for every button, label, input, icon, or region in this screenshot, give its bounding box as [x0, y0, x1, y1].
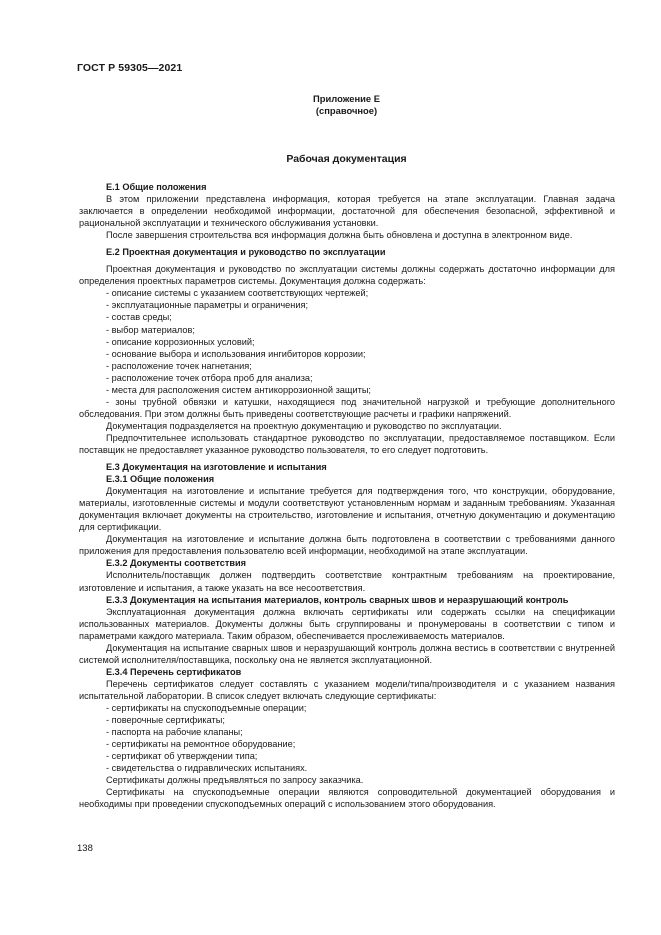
- section-heading-e1: Е.1 Общие положения: [106, 182, 207, 192]
- section-heading-e2: Е.2 Проектная документация и руководство по эксплуатации: [106, 247, 386, 258]
- list-item: - сертификаты на спускоподъемные операции;: [106, 702, 615, 714]
- appendix-note: (справочное): [315, 105, 378, 116]
- page-title: Рабочая документация: [286, 153, 407, 165]
- appendix-heading: [0, 93, 661, 117]
- subsection-heading-e3-4: Е.3.4 Перечень сертификатов: [106, 666, 242, 677]
- list-item: - паспорта на рабочие клапаны;: [106, 726, 615, 738]
- documentation-contents-list: [79, 287, 615, 395]
- paragraph: После завершения строительства вся информация должна быть обновлена и доступна в электронном виде.: [106, 230, 573, 241]
- paragraph: Проектная документация и руководство по эксплуатации системы должны содержать достаточно информации для определения проектных параметров системы. Документация должна содержать:: [79, 264, 615, 287]
- list-item: - эксплуатационные параметры и ограничения;: [106, 299, 615, 311]
- list-item: - свидетельства о гидравлических испытаниях.: [106, 762, 615, 774]
- page-number: 138: [77, 843, 93, 854]
- paragraph: Сертификаты должны предъявляться по запросу заказчика.: [106, 775, 364, 786]
- paragraph: Исполнитель/поставщик должен подтвердить соответствие контрактным требованиям на проектирование, изготовление и испытания, а также указать на все несоответствия.: [79, 570, 615, 593]
- paragraph: Документация на изготовление и испытание требуется для подтверждения того, что конструкции, оборудование, материалы, изготовленные системы и модули соответствуют установленным нормам и заданным требованиям. Указанная документация включает документы на строительство, изготовление и испытания, отчетную документацию и документацию для сертификации.: [79, 486, 615, 533]
- list-item: - выбор материалов;: [106, 324, 615, 336]
- paragraph: Документация на изготовление и испытание должна быть подготовлена в соответствии с требованиями данного приложения для предоставления пользователю всей информации, необходимой на этапе эксплуатации.: [79, 534, 615, 557]
- list-item-text: зоны трубной обвязки и катушки, находящиеся под значительной нагрузкой и требующие дополнительного обследования. При этом должны быть приведены соответствующие расчеты и графики напряжений.: [79, 396, 615, 419]
- list-item: - описание коррозионных условий;: [106, 336, 615, 348]
- section-heading-e3: Е.3 Документация на изготовление и испытания: [106, 462, 327, 473]
- paragraph: Документация подразделяется на проектную документацию и руководство по эксплуатации.: [106, 420, 502, 431]
- list-item: - расположение точек отбора проб для анализа;: [106, 372, 615, 384]
- list-item: - состав среды;: [106, 311, 615, 323]
- subsection-heading-e3-2: Е.3.2 Документы соответствия: [106, 558, 246, 569]
- list-item: - основание выбора и использования ингибиторов коррозии;: [106, 348, 615, 360]
- paragraph: Перечень сертификатов следует составлять с указанием модели/типа/производителя и с указанием названия испытательной лаборатории. В список следует включать следующие сертификаты:: [79, 678, 615, 701]
- paragraph: Сертификаты на спускоподъемные операции являются сопроводительной документацией оборудования и необходимы при проведении спускоподъемных операций с использованием этого оборудования.: [79, 787, 615, 810]
- list-item: - поверочные сертификаты;: [106, 714, 615, 726]
- subsection-heading-e3-1: Е.3.1 Общие положения: [106, 474, 215, 485]
- list-item: - расположение точек нагнетания;: [106, 360, 615, 372]
- paragraph: Предпочтительнее использовать стандартное руководство по эксплуатации, предоставляемое поставщиком. Если поставщик не предоставляет указанное руководство пользователя, то его следует подготовить.: [79, 432, 615, 455]
- dash-marker: -: [106, 396, 116, 407]
- certificates-list: [79, 702, 615, 774]
- paragraph: Эксплуатационная документация должна включать сертификаты или содержать ссылки на спецификации использованных материалов. Документы должны быть сгруппированы и пронумерованы в соответствии с типом и параметрами каждого материала. Таким образом, обеспечивается прослеживаемость материалов.: [79, 606, 615, 641]
- paragraph: Документация на испытание сварных швов и неразрушающий контроль должна вестись в соответствии с внутренней системой исполнителя/поставщика, поскольку она не является эксплуатационной.: [79, 642, 615, 665]
- appendix-label: Приложение Е: [313, 93, 380, 104]
- document-body: [79, 181, 615, 810]
- list-item: - сертификат об утверждении типа;: [106, 750, 615, 762]
- subsection-heading-e3-3: Е.3.3 Документация на испытания материалов, контроль сварных швов и неразрушающий контроль: [106, 594, 569, 605]
- list-item: - описание системы с указанием соответствующих чертежей;: [106, 287, 615, 299]
- list-item: - места для расположения систем антикоррозионной защиты;: [106, 384, 615, 396]
- paragraph: В этом приложении представлена информация, которая требуется на этапе эксплуатации. Главная задача заключается в определении необходимой информации, достаточной для обеспечения безопасной, эффективной и рациональной эксплуатации и технического обслуживания установки.: [79, 194, 615, 229]
- document-code: ГОСТ Р 59305—2021: [77, 62, 183, 74]
- list-item-long: [79, 396, 615, 420]
- list-item: - сертификаты на ремонтное оборудование;: [106, 738, 615, 750]
